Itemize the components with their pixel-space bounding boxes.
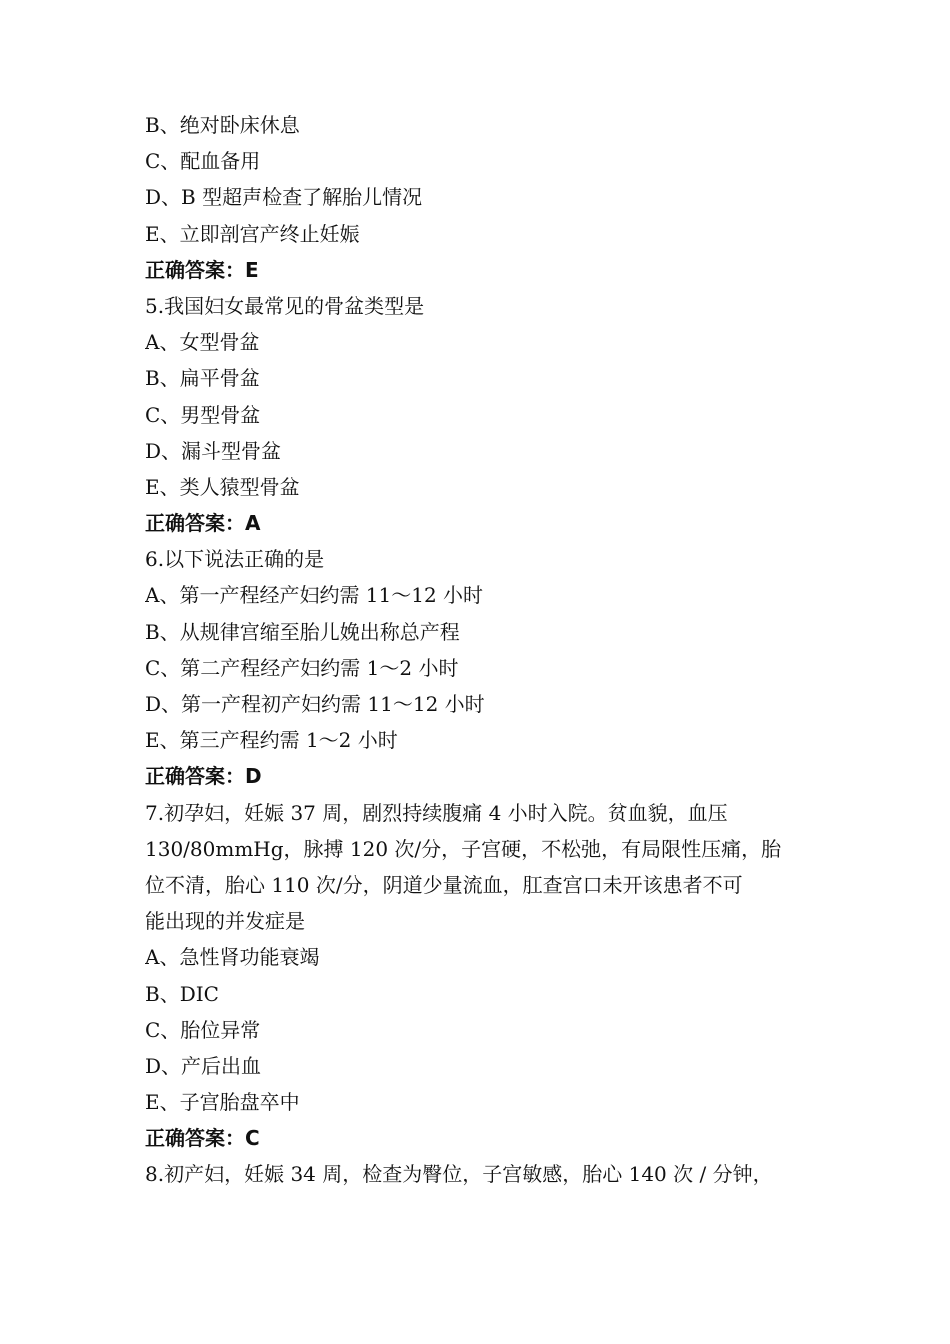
correct-answer: 正确答案：A: [145, 511, 261, 536]
option-b: B、扁平骨盆: [145, 366, 260, 391]
option-d: D、漏斗型骨盆: [145, 438, 282, 463]
option-d: D、产后出血: [145, 1053, 262, 1078]
option-a: A、第一产程经产妇约需 11～12 小时: [145, 583, 484, 608]
question-text-line: 位不清，胎心 110 次/分，阴道少量流血，肛查宫口未开该患者不可: [145, 872, 743, 897]
correct-answer: 正确答案：D: [145, 764, 262, 789]
option-b: B、从规律宫缩至胎儿娩出称总产程: [145, 619, 460, 644]
option-d: D、第一产程初产妇约需 11～12 小时: [145, 692, 485, 716]
question-6: [145, 541, 825, 794]
option-e: E、第三产程约需 1～2 小时: [145, 728, 398, 753]
document-page: [145, 107, 825, 1193]
question-text-line: 8.初产妇，妊娠 34 周，检查为臀位，子宫敏感，胎心 140 次 / 分钟，: [145, 1162, 773, 1187]
option-a: A、急性肾功能衰竭: [145, 945, 320, 970]
option-a: A、女型骨盆: [145, 330, 260, 355]
question-5: [145, 288, 825, 541]
option-d: D、B 型超声检查了解胎儿情况: [145, 185, 423, 210]
option-e: E、类人猿型骨盆: [145, 474, 300, 499]
question-7: [145, 795, 825, 1157]
question-text: 5.我国妇女最常见的骨盆类型是: [145, 293, 425, 318]
correct-answer: 正确答案：E: [145, 257, 259, 282]
option-e: E、立即剖宫产终止妊娠: [145, 221, 360, 246]
option-b: B、绝对卧床休息: [145, 113, 300, 137]
question-text-line: 130/80mmHg，脉搏 120 次/分，子宫硬，不松弛，有局限性压痛，胎: [145, 836, 782, 861]
question-text: 6.以下说法正确的是: [145, 547, 325, 572]
correct-answer: 正确答案：C: [145, 1126, 260, 1151]
question-8: [145, 1156, 825, 1192]
option-c: C、第二产程经产妇约需 1～2 小时: [145, 655, 459, 680]
option-e: E、子宫胎盘卒中: [145, 1090, 300, 1115]
question-text-line: 7.初孕妇，妊娠 37 周，剧烈持续腹痛 4 小时入院。贫血貌，血压: [145, 800, 728, 825]
option-b: B、DIC: [145, 981, 219, 1006]
option-c: C、配血备用: [145, 149, 261, 174]
option-c: C、男型骨盆: [145, 402, 261, 427]
question-4-tail: [145, 107, 825, 288]
option-c: C、胎位异常: [145, 1017, 261, 1042]
question-text-line: 能出现的并发症是: [145, 909, 305, 934]
